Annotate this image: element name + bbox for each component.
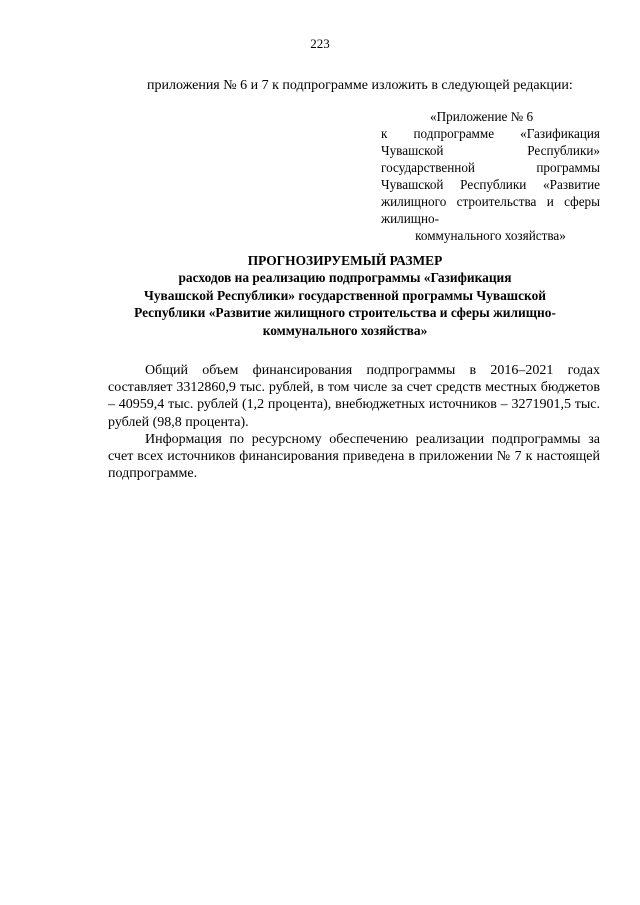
title-line-3: Чувашской Республики» государственной программы Чувашской bbox=[144, 287, 546, 303]
title-line-1: ПРОГНОЗИРУЕМЫЙ РАЗМЕР bbox=[247, 253, 443, 268]
title-line-4: Республики «Развитие жилищного строительства и сферы жилищно- bbox=[134, 305, 556, 321]
intro-line: приложения № 6 и 7 к подпрограмме изложить в следующей редакции: bbox=[147, 78, 573, 93]
body-paragraph-1: Общий объем финансирования подпрограммы в 2016–2021 годах составляет 3312860,9 тыс. рублей, в том числе за счет средств местных бюджетов – 40959,4 тыс. рублей (1,2 процента), внебюджетных источников – 3271901,5 тыс. рублей (98,8 процента). bbox=[108, 363, 600, 430]
appendix-last-line: коммунального хозяйства» bbox=[415, 228, 566, 243]
document-title bbox=[110, 252, 580, 339]
appendix-block bbox=[381, 108, 600, 244]
appendix-text: к подпрограмме «Газификация Чувашской Республики» государственной программы Чувашской Республики «Развитие жилищного строительства и сферы жилищно- bbox=[381, 126, 600, 226]
appendix-heading: «Приложение № 6 bbox=[430, 109, 534, 124]
title-line-5: коммунального хозяйства» bbox=[262, 322, 428, 338]
body-text bbox=[108, 362, 600, 482]
page-number: 223 bbox=[310, 36, 330, 51]
body-paragraph-2: Информация по ресурсному обеспечению реализации подпрограммы за счет всех источников финансирования приведена в приложении № 7 к настоящей подпрограмме. bbox=[108, 431, 600, 482]
title-line-2: расходов на реализацию подпрограммы «Газификация bbox=[178, 270, 512, 286]
